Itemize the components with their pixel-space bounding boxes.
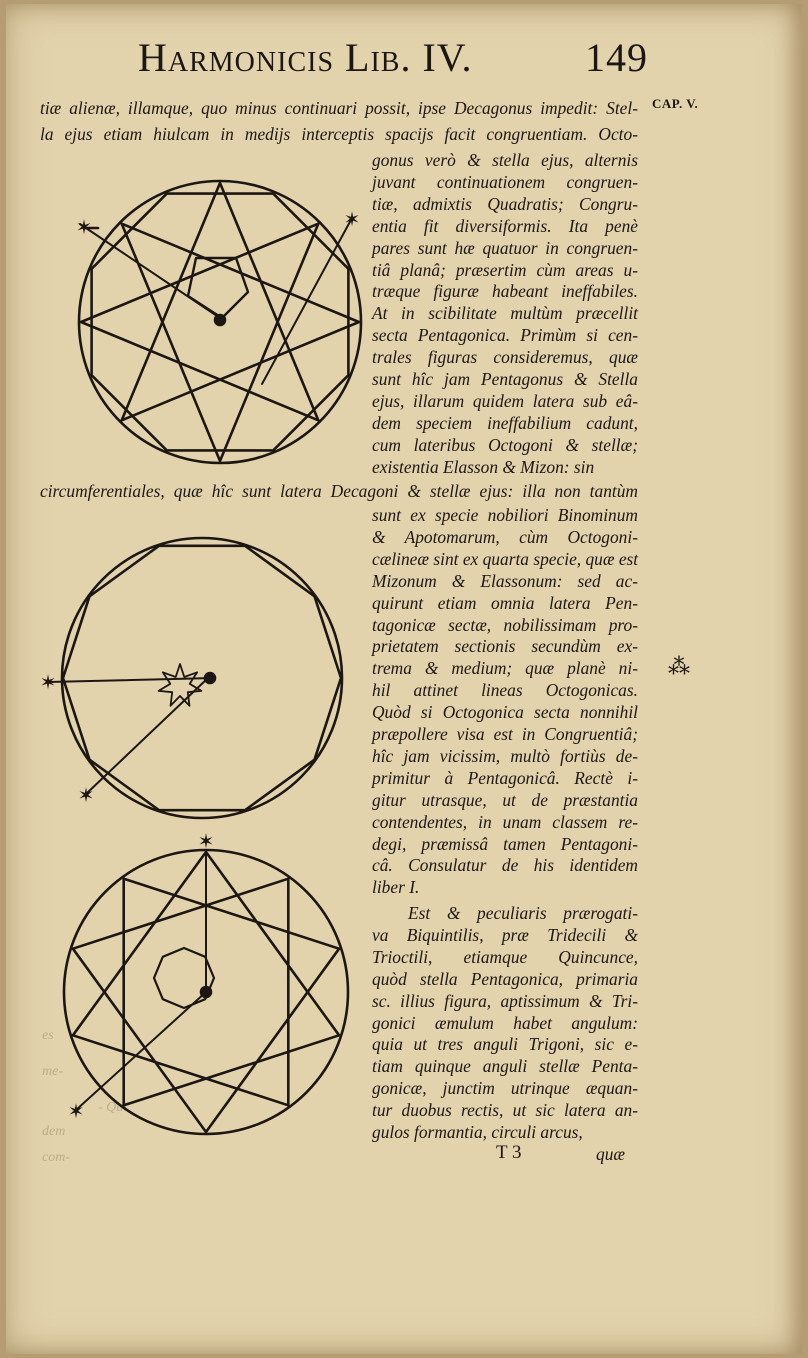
text-line: primitur à Pentagonicâ. Rectè i- [372, 767, 638, 788]
text-line: gonicæ, junctim utrinque æquan- [372, 1078, 638, 1099]
text-line: At in scibilitate multùm præcellit [372, 303, 638, 324]
text-line: existentia Elasson & Mizon: sin [372, 456, 595, 477]
text-line: tur duobus rectis, ut sic latera an- [372, 1100, 638, 1121]
bleed-through-text: es [42, 1028, 54, 1043]
text-line: hil attinet lineas Octogonicas. [372, 680, 638, 701]
text-line: la ejus etiam hiulcam in medijs interceptis spacijs facit congruentiam. Octo- [40, 124, 638, 144]
bleed-through-text: dem [42, 1124, 66, 1139]
page-number: 149 [585, 35, 648, 80]
text-line: træque figuræ habeant ineffabiles. [372, 281, 638, 302]
catchword: quæ [596, 1144, 625, 1164]
text-line: prietatem sectionis secundùm ex- [372, 636, 638, 657]
running-head-title: Harmonicis Lib. IV. [138, 35, 473, 80]
bleed-through-text: me- [42, 1064, 63, 1079]
text-line: tiæ alienæ, illamque, quo minus continuari possit, ipse Decagonus impedit: Stel- [40, 98, 638, 118]
star-marker: ✶ [39, 670, 57, 694]
text-line: tiam quinque anguli stellæ Penta- [372, 1056, 638, 1077]
text-line: secta Pentagonica. Primùm si cen- [372, 325, 638, 346]
text-line: dem speciem ineffabilium cadunt, [372, 412, 638, 433]
star-marker: ✶ [343, 207, 361, 231]
text-line: cum lateribus Octogoni & stellæ; [372, 434, 638, 455]
text-line: Mizonum & Elassonum: sed ac- [372, 570, 638, 591]
text-line: va Biquintilis, præ Tridecili & [372, 924, 638, 945]
bleed-through-text: - Qui [98, 1100, 128, 1115]
text-line: câ. Consulatur de his identidem [372, 855, 638, 876]
text-line: & Apotomarum, cùm Octogoni- [372, 526, 638, 547]
text-line: sunt ex specie nobiliori Binominum [372, 505, 638, 525]
text-line: gitur utrasque, ut de præstantia [372, 789, 638, 810]
text-line: cælineæ sint ex quarta specie, quæ est [372, 548, 639, 569]
star-marker: ✶ [77, 783, 95, 807]
text-line: Trioctili, etiamque Quincunce, [372, 946, 638, 967]
star-marker: ✶ [197, 829, 215, 853]
signature-mark: T 3 [496, 1142, 522, 1163]
text-line: gonici æmulum habet angulum: [372, 1012, 638, 1033]
text-line: quia ut tres anguli Trigoni, sic e- [372, 1034, 638, 1055]
text-line: contendentes, in unam classem re- [372, 811, 638, 832]
text-line: juvant continuationem congruen- [372, 171, 638, 192]
text-line: quirunt etiam omnia latera Pen- [372, 592, 638, 613]
text-line: entia fit diversiformis. Ita penè [372, 215, 638, 236]
text-line: tiâ planâ; præsertim cùm areas u- [372, 259, 638, 280]
text-line: quòd stella Pentagonica, primaria [372, 968, 638, 989]
text-line: liber I. [372, 877, 420, 898]
figure-decagon-star [48, 538, 342, 818]
text-line: hîc jam vicissim, multò fortiùs de- [372, 745, 638, 766]
text-line: pares sunt hæ quatuor in congruen- [372, 237, 638, 258]
text-line: præpollere visa est in Congruentiâ; [372, 724, 638, 744]
text-line: gonus verò & stella ejus, alternis [372, 150, 638, 170]
margin-note: CAP. V. [652, 96, 699, 111]
star-marker: ✶ [67, 1099, 85, 1123]
text-line: trema & medium; quæ planè ni- [372, 658, 638, 679]
star-marker: ✶ [75, 215, 93, 239]
text-line: degi, præmissâ tamen Pentagoni- [372, 833, 638, 854]
figure-pentagon-star [64, 850, 348, 1134]
text-line: sunt hîc jam Pentagonus & Stella [372, 369, 638, 389]
text-line: trales figuras consideremus, quæ [372, 347, 638, 368]
text-line: tagonicæ sectæ, nobilissimam pro- [372, 614, 638, 635]
text-line: Quòd si Octogonica secta nonnihil [372, 702, 638, 723]
text-line: Est & peculiaris prærogati- [408, 903, 638, 923]
text-line: gulos formantia, circuli arcus, [372, 1122, 583, 1142]
figure-decagon-octagon [79, 181, 361, 463]
text-line: sc. illius figura, aptissimum & Tri- [372, 990, 638, 1011]
margin-asterism: ⁂ [668, 654, 690, 679]
text-line: circumferentiales, quæ hîc sunt latera Decagoni & stellæ ejus: illa non tantùm [40, 481, 638, 501]
text-line: tiæ, admixtis Quadratis; Congru- [372, 193, 638, 214]
text-line: ejus, illarum quidem latera sub eâ- [372, 390, 638, 411]
bleed-through-text: com- [42, 1150, 70, 1165]
